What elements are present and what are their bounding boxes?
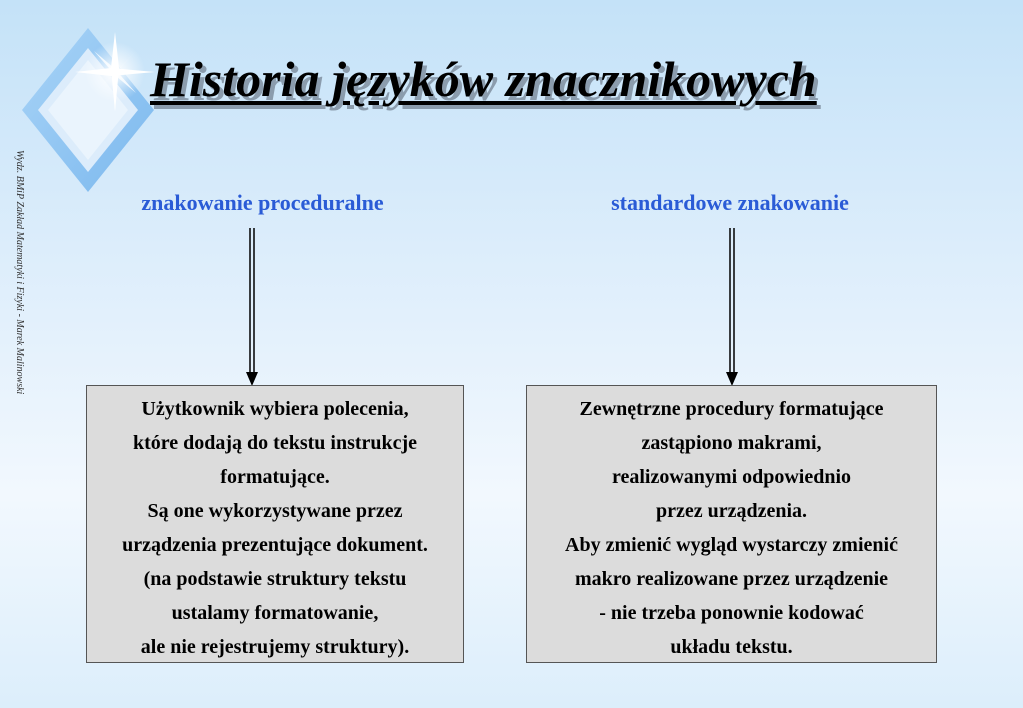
down-arrow-icon — [724, 228, 740, 386]
text-line: urządzenia prezentujące dokument. — [122, 534, 428, 556]
text-line: ale nie rejestrujemy struktury). — [140, 636, 410, 658]
text-line: które dodają do tekstu instrukcje — [132, 432, 418, 454]
heading-procedural: znakowanie proceduralne — [141, 190, 384, 215]
text-line: makro realizowane przez urządzenie — [574, 568, 889, 590]
text-line: Aby zmienić wygląd wystarczy zmienić — [565, 534, 898, 556]
text-line: ustalamy formatowanie, — [171, 602, 379, 624]
procedural-description-box — [86, 385, 464, 663]
standard-description-box — [526, 385, 937, 663]
text-line: - nie trzeba ponownie kodować — [599, 602, 864, 624]
text-line: układu tekstu. — [670, 636, 793, 658]
text-line: Użytkownik wybiera polecenia, — [141, 398, 409, 420]
page-title: Historia języków znacznikowych — [150, 51, 817, 107]
diamond-star-logo-icon — [20, 24, 160, 199]
text-line: zastąpiono makrami, — [641, 432, 822, 454]
text-line: przez urządzenia. — [655, 500, 808, 522]
text-line: Są one wykorzystywane przez — [147, 500, 403, 522]
text-line: formatujące. — [220, 466, 330, 488]
down-arrow-icon — [244, 228, 260, 386]
text-line: realizowanymi odpowiednio — [611, 466, 852, 488]
side-label: Wydz. BMiP Zakład Matematyki i Fizyki - Marek Malinowski — [14, 150, 25, 395]
text-line: Zewnętrzne procedury formatujące — [579, 398, 884, 420]
heading-standard: standardowe znakowanie — [611, 190, 849, 215]
text-line: (na podstawie struktury tekstu — [143, 568, 407, 590]
